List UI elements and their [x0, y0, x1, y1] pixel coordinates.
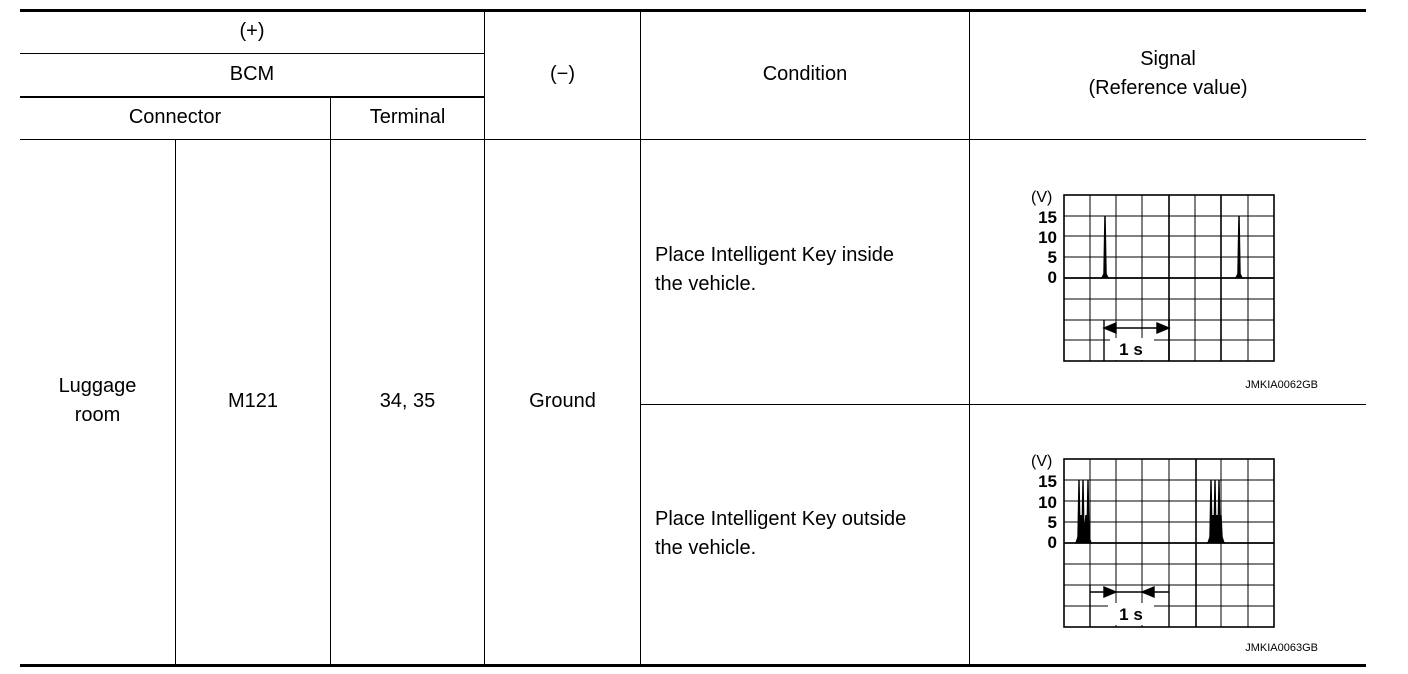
terminal-cell: 34, 35: [379, 390, 436, 412]
header-signal: [970, 45, 1366, 103]
col-divider-terminal: [484, 11, 485, 665]
header-signal-line1: Signal: [1140, 48, 1196, 70]
signal-graph-outside: [1020, 445, 1330, 665]
rule-below-plus: [20, 53, 484, 54]
y-tick-5: 5: [1047, 248, 1057, 267]
col-divider-minus: [640, 11, 641, 665]
header-connector: Connector: [128, 106, 222, 128]
condition-outside-line2: the vehicle.: [655, 537, 757, 559]
y-tick-5: 5: [1047, 513, 1057, 532]
condition-outside-line1: Place Intelligent Key outside: [655, 508, 907, 530]
unit-label: (V): [1031, 189, 1053, 206]
figure-code: JMKIA0062GB: [1245, 379, 1318, 391]
signal-graph-inside-svg: [1020, 180, 1330, 395]
unit-label: (V): [1031, 453, 1053, 470]
header-condition: Condition: [762, 63, 848, 85]
location-line1: Luggage: [58, 375, 137, 397]
condition-inside: [655, 241, 965, 299]
header-plus: (+): [239, 20, 265, 42]
header-bcm: BCM: [229, 63, 275, 85]
y-tick-10: 10: [1038, 493, 1057, 512]
signal-graph-outside-svg: [1020, 445, 1330, 660]
signal-graph-inside: [1020, 180, 1330, 400]
condition-outside: [655, 505, 965, 563]
col-divider-condition: [969, 11, 970, 665]
condition-inside-line1: Place Intelligent Key inside: [655, 244, 895, 266]
top-rule: [20, 9, 1366, 12]
header-minus: (−): [550, 63, 575, 85]
location-line2: room: [74, 404, 121, 426]
time-label: 1 s: [1119, 605, 1143, 624]
location-cell: [20, 372, 175, 430]
y-tick-15: 15: [1038, 472, 1057, 491]
header-bottom-rule: [20, 139, 1366, 140]
y-tick-0: 0: [1047, 268, 1057, 287]
figure-code: JMKIA0063GB: [1245, 642, 1318, 654]
header-signal-line2: (Reference value): [1088, 77, 1248, 99]
header-terminal: Terminal: [369, 106, 446, 128]
condition-divider: [640, 404, 1366, 405]
rule-below-bcm: [20, 96, 484, 98]
connector-cell: M121: [227, 390, 279, 412]
y-tick-0: 0: [1047, 533, 1057, 552]
ground-cell: Ground: [529, 390, 596, 412]
y-tick-15: 15: [1038, 208, 1057, 227]
y-tick-10: 10: [1038, 228, 1057, 247]
col-divider-connector: [330, 97, 331, 665]
condition-inside-line2: the vehicle.: [655, 273, 757, 295]
time-label: 1 s: [1119, 340, 1143, 359]
